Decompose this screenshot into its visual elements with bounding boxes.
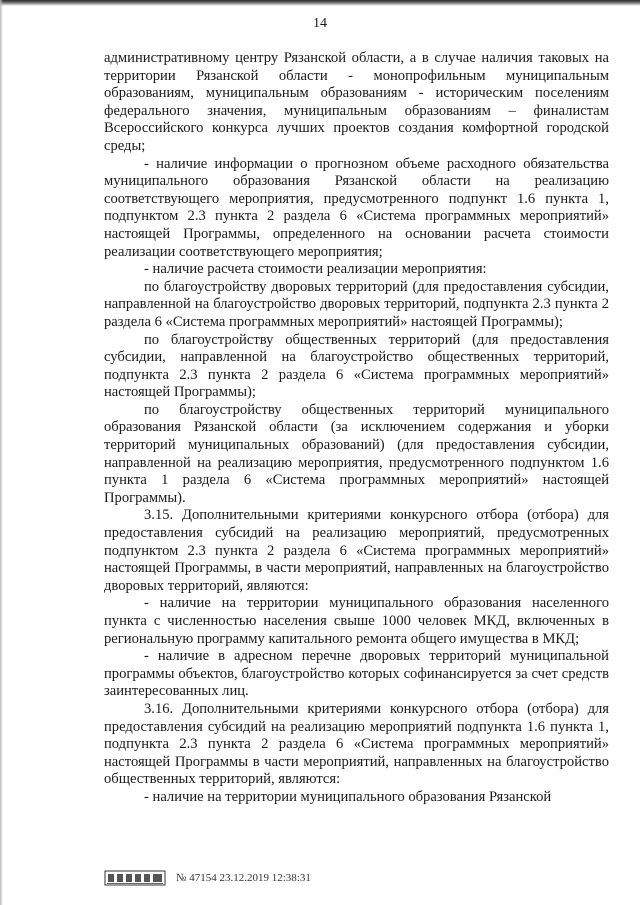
document-body bbox=[104, 50, 609, 807]
scan-left-edge bbox=[0, 0, 3, 905]
scan-top-edge bbox=[0, 0, 640, 6]
paragraph: - наличие на территории муниципального образования Рязанской bbox=[144, 788, 552, 805]
paragraph: по благоустройству общественных территорий (для предоставления субсидии, направленной на благоустройство общественных территорий, подпункта 2.3 пункта 2 раздела 6 «Система программных мероприятий» настоящей Программы); bbox=[104, 331, 609, 401]
paragraph: 3.15. Дополнительными критериями конкурсного отбора (отбора) для предоставления субсидий на реализацию мероприятий, предусмотренных подпунктом 2.3 пункта 2 раздела 6 «Система программных мероприятий» настоящей Программы, в части мероприятий, направленных на благоустройство дворовых территорий, являются: bbox=[104, 507, 609, 594]
paragraph: административному центру Рязанской области, а в случае наличия таковых на территории Рязанской области - монопрофильным муниципальным образованиям, муниципальным образованиям - историческим поселениям федерального значения, муниципальным образованиям – финалистам Всероссийского конкурса лучших проектов создания комфортной городской среды; bbox=[104, 50, 609, 154]
paragraph: - наличие информации о прогнозном объеме расходного обязательства муниципального образования Рязанской области на реализацию соответствующего мероприятия, предусмотренного подпункт 1.6 пункта 1, подпунктом 2.3 пункта 2 раздела 6 «Система программных мероприятий» настоящей Программы, определенного на основании расчета стоимости реализации соответствующего мероприятия; bbox=[104, 155, 609, 260]
document-registration-stamp: № 47154 23.12.2019 12:38:31 bbox=[176, 872, 311, 884]
paragraph: по благоустройству дворовых территорий (для предоставления субсидии, направленной на благоустройство дворовых территорий, подпункта 2.3 пункта 2 раздела 6 «Система программных мероприятий» настоящей Программы); bbox=[104, 278, 609, 330]
paragraph: - наличие в адресном перечне дворовых территорий муниципальной программы объектов, благоустройство которых софинансируется за счет средств заинтересованных лиц. bbox=[104, 648, 609, 700]
paragraph: по благоустройству общественных территорий муниципального образования Рязанской области (за исключением содержания и уборки территорий муниципальных образований) (для предоставления субсидии, направленной на реализацию мероприятия, предусмотренного подпунктом 1.6 пункта 1 раздела 6 «Система программных мероприятий» настоящей Программы). bbox=[104, 401, 609, 506]
document-footer bbox=[104, 866, 311, 890]
paragraph: - наличие на территории муниципального образования населенного пункта с численностью населения свыше 1000 человек МКД, включенных в региональную программу капитального ремонта общего имущества в МКД; bbox=[104, 595, 609, 647]
paragraph: 3.16. Дополнительными критериями конкурсного отбора (отбора) для предоставления субсидий на реализацию мероприятий подпункта 1.6 пункта 1, подпункта 2.3 пункта 2 раздела 6 «Система программных мероприятий» настоящей Программы в части мероприятий, направленных на благоустройство общественных территорий, являются: bbox=[104, 700, 609, 788]
paragraph: - наличие расчета стоимости реализации мероприятия: bbox=[144, 261, 487, 278]
page-number: 14 bbox=[313, 16, 327, 31]
registry-stamp-icon bbox=[104, 868, 166, 888]
